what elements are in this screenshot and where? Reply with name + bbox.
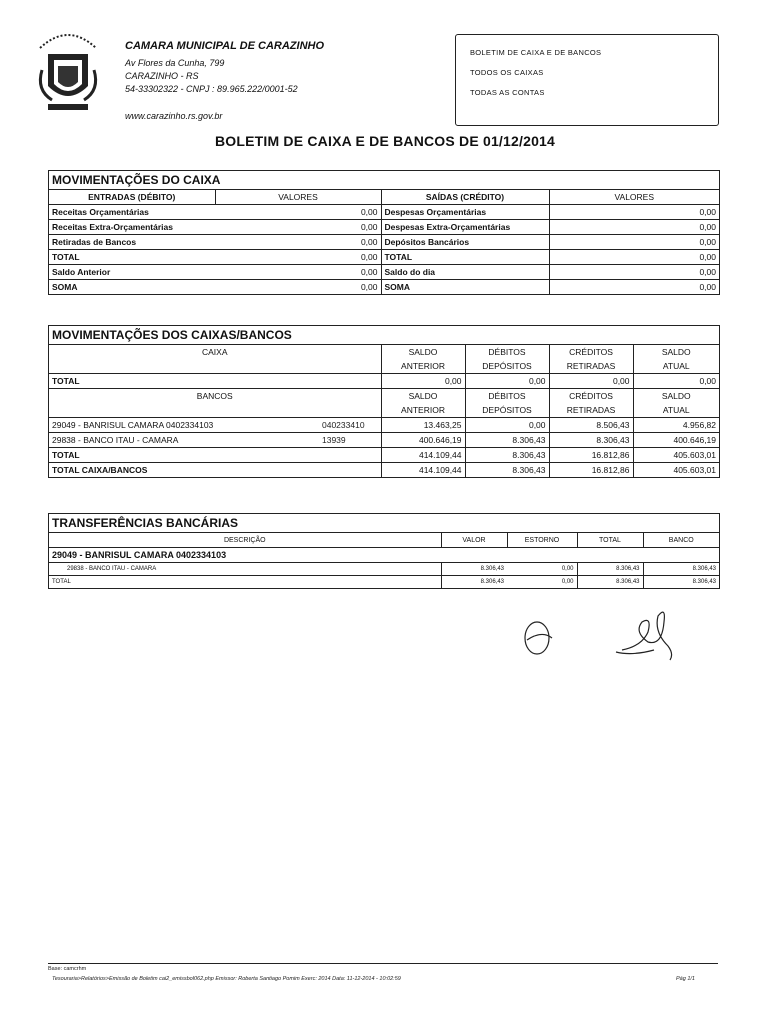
org-website: www.carazinho.rs.gov.br: [125, 111, 223, 121]
bancos-section-title: MOVIMENTAÇÕES DOS CAIXAS/BANCOS: [49, 326, 719, 345]
spacer-cell: [441, 548, 507, 563]
row-value: 8.306,43: [577, 576, 643, 589]
row-value: 8.306,43: [549, 433, 633, 448]
row-value: 8.306,43: [465, 463, 549, 478]
row-label: Saldo do dia: [381, 265, 549, 280]
col-header: DÉBITOS: [465, 345, 549, 359]
transf-section-title: TRANSFERÊNCIAS BANCÁRIAS: [49, 514, 719, 533]
row-value: 0,00: [549, 235, 719, 250]
row-label: TOTAL: [49, 374, 381, 389]
col-header: DEPÓSITOS: [465, 359, 549, 374]
row-value: 0,00: [381, 374, 465, 389]
report-info-box: [455, 34, 719, 126]
table-header-row: [49, 389, 719, 404]
row-label: Receitas Extra-Orçamentárias: [49, 220, 215, 235]
bank-account: 040233410: [319, 418, 381, 433]
org-phone-cnpj: 54-33302322 - CNPJ : 89.965.222/0001-52: [125, 84, 298, 94]
row-label: TOTAL: [49, 250, 215, 265]
row-value: 8.306,43: [465, 448, 549, 463]
col-header: CRÉDITOS: [549, 389, 633, 404]
row-label: Despesas Orçamentárias: [381, 205, 549, 220]
col-header: DESCRIÇÃO: [49, 533, 441, 548]
col-header: SALDO: [381, 345, 465, 359]
row-label: TOTAL: [381, 250, 549, 265]
table-row: [49, 265, 719, 280]
caixa-table: [49, 190, 719, 294]
table-row: [49, 548, 719, 563]
row-value: 0,00: [215, 265, 381, 280]
table-row: [49, 250, 719, 265]
table-row: [49, 235, 719, 250]
row-value: 414.109,44: [381, 448, 465, 463]
info-line: TODOS OS CAIXAS: [470, 68, 544, 77]
col-header: SALDO: [633, 345, 719, 359]
col-header: ATUAL: [633, 403, 719, 418]
row-value: 0,00: [215, 235, 381, 250]
row-value: 8.306,43: [441, 576, 507, 589]
coat-of-arms-logo: [28, 20, 108, 120]
row-label: Despesas Extra-Orçamentárias: [381, 220, 549, 235]
row-label: Retiradas de Bancos: [49, 235, 215, 250]
col-header: ESTORNO: [507, 533, 577, 548]
spacer-cell: [643, 548, 719, 563]
bancos-table: [49, 345, 719, 477]
spacer-cell: [49, 403, 381, 418]
info-line: TODAS AS CONTAS: [470, 88, 545, 97]
footer-rule: [48, 963, 718, 964]
footer-path: Tesouraria>Relatórios>Emissão de Boletim cai2_emissbol062.php Emissor: Roberta Santiago Pomim Exerc: 2014 Data: 11-12-2014 - 10:02:59: [52, 976, 401, 982]
row-value: 400.646,19: [381, 433, 465, 448]
row-value: 405.603,01: [633, 463, 719, 478]
col-header: VALORES: [215, 190, 381, 205]
row-label: Depósitos Bancários: [381, 235, 549, 250]
table-row: [49, 280, 719, 295]
row-label: SOMA: [381, 280, 549, 295]
table-row: [49, 563, 719, 576]
table-row: [49, 463, 719, 478]
transf-detail-table: [49, 563, 719, 588]
spacer-cell: [507, 548, 577, 563]
row-value: 0,00: [561, 579, 574, 585]
row-value: 8.506,43: [549, 418, 633, 433]
col-header: RETIRADAS: [549, 403, 633, 418]
row-value: 8.306,43: [643, 563, 719, 576]
row-label: SOMA: [52, 282, 78, 292]
table-row: [49, 205, 719, 220]
row-value: 0,00: [549, 250, 719, 265]
row-value: 8.306,43: [465, 433, 549, 448]
row-value: 400.646,19: [633, 433, 719, 448]
row-label: TOTAL: [49, 448, 381, 463]
row-value: 0,00: [360, 282, 378, 292]
bank-name: 29049 - BANRISUL CAMARA 0402334103: [49, 418, 319, 433]
spacer-cell: [577, 548, 643, 563]
row-value: 0,00: [549, 205, 719, 220]
row-value: 0,00: [215, 220, 381, 235]
org-address: Av Flores da Cunha, 799: [125, 58, 225, 68]
table-header-row: [49, 359, 719, 374]
row-value: 16.812,86: [549, 448, 633, 463]
row-value: 8.306,43: [441, 563, 507, 576]
row-value: 0,00: [507, 563, 577, 576]
bank-name: 29838 - BANCO ITAU - CAMARA: [49, 433, 319, 448]
row-value: 8.306,43: [577, 563, 643, 576]
col-header: SALDO: [633, 389, 719, 404]
table-row: [49, 220, 719, 235]
table-header-row: [49, 190, 719, 205]
col-header: RETIRADAS: [549, 359, 633, 374]
col-header: CRÉDITOS: [549, 345, 633, 359]
initials-signature: [512, 612, 572, 662]
col-header: SAÍDAS (CRÉDITO): [381, 190, 549, 205]
row-value: 0,00: [633, 374, 719, 389]
footer-page: Pág 1/1: [676, 976, 695, 982]
row-value: 414.109,44: [381, 463, 465, 478]
col-header: ANTERIOR: [381, 359, 465, 374]
table-header-row: [49, 403, 719, 418]
row-value: 0,00: [465, 374, 549, 389]
col-header-caixa: CAIXA: [202, 347, 228, 357]
row-label: 29838 - BANCO ITAU - CAMARA: [49, 563, 441, 576]
group-label: 29049 - BANRISUL CAMARA 0402334103: [49, 548, 441, 563]
col-header: BANCO: [643, 533, 719, 548]
row-value: 0,00: [215, 205, 381, 220]
row-value: 8.306,43: [643, 576, 719, 589]
col-header: VALORES: [549, 190, 719, 205]
row-label: Saldo Anterior: [49, 265, 215, 280]
handwritten-signature: [612, 602, 692, 664]
caixa-section: [48, 170, 720, 295]
caixa-section-title: MOVIMENTAÇÕES DO CAIXA: [49, 171, 719, 190]
row-label: TOTAL: [52, 579, 71, 585]
col-header: SALDO: [381, 389, 465, 404]
transf-section: [48, 513, 720, 589]
row-label: TOTAL CAIXA/BANCOS: [52, 465, 148, 475]
row-value: 16.812,86: [549, 463, 633, 478]
col-header: DEPÓSITOS: [465, 403, 549, 418]
row-value: 0,00: [549, 220, 719, 235]
row-value: 4.956,82: [633, 418, 719, 433]
transf-table: [49, 533, 719, 563]
row-value: 405.603,01: [633, 448, 719, 463]
bank-account: 13939: [319, 433, 381, 448]
col-header: DÉBITOS: [465, 389, 549, 404]
table-header-row: [49, 533, 719, 548]
spacer-cell: [49, 359, 381, 374]
row-value: 0,00: [549, 265, 719, 280]
row-value: 0,00: [549, 374, 633, 389]
row-label: Receitas Orçamentárias: [49, 205, 215, 220]
footer-base: Base: camcrhm: [48, 966, 87, 972]
info-line: BOLETIM DE CAIXA E DE BANCOS: [470, 48, 602, 57]
row-value: 0,00: [215, 250, 381, 265]
table-row: [49, 448, 719, 463]
col-header: ANTERIOR: [381, 403, 465, 418]
row-value: 0,00: [465, 418, 549, 433]
bancos-section: [48, 325, 720, 478]
org-city: CARAZINHO - RS: [125, 71, 199, 81]
col-header: ATUAL: [633, 359, 719, 374]
table-row: [49, 374, 719, 389]
org-name: CAMARA MUNICIPAL DE CARAZINHO: [125, 40, 325, 52]
row-value: 0,00: [549, 280, 719, 295]
table-row: [49, 576, 719, 589]
row-value: 13.463,25: [381, 418, 465, 433]
col-header: VALOR: [441, 533, 507, 548]
table-row: [49, 433, 719, 448]
document-title: BOLETIM DE CAIXA E DE BANCOS DE 01/12/2014: [214, 133, 556, 149]
col-header: TOTAL: [577, 533, 643, 548]
col-header: ENTRADAS (DÉBITO): [49, 190, 215, 205]
table-header-row: [49, 345, 719, 359]
table-row: [49, 418, 719, 433]
col-header-bancos: BANCOS: [196, 391, 233, 401]
